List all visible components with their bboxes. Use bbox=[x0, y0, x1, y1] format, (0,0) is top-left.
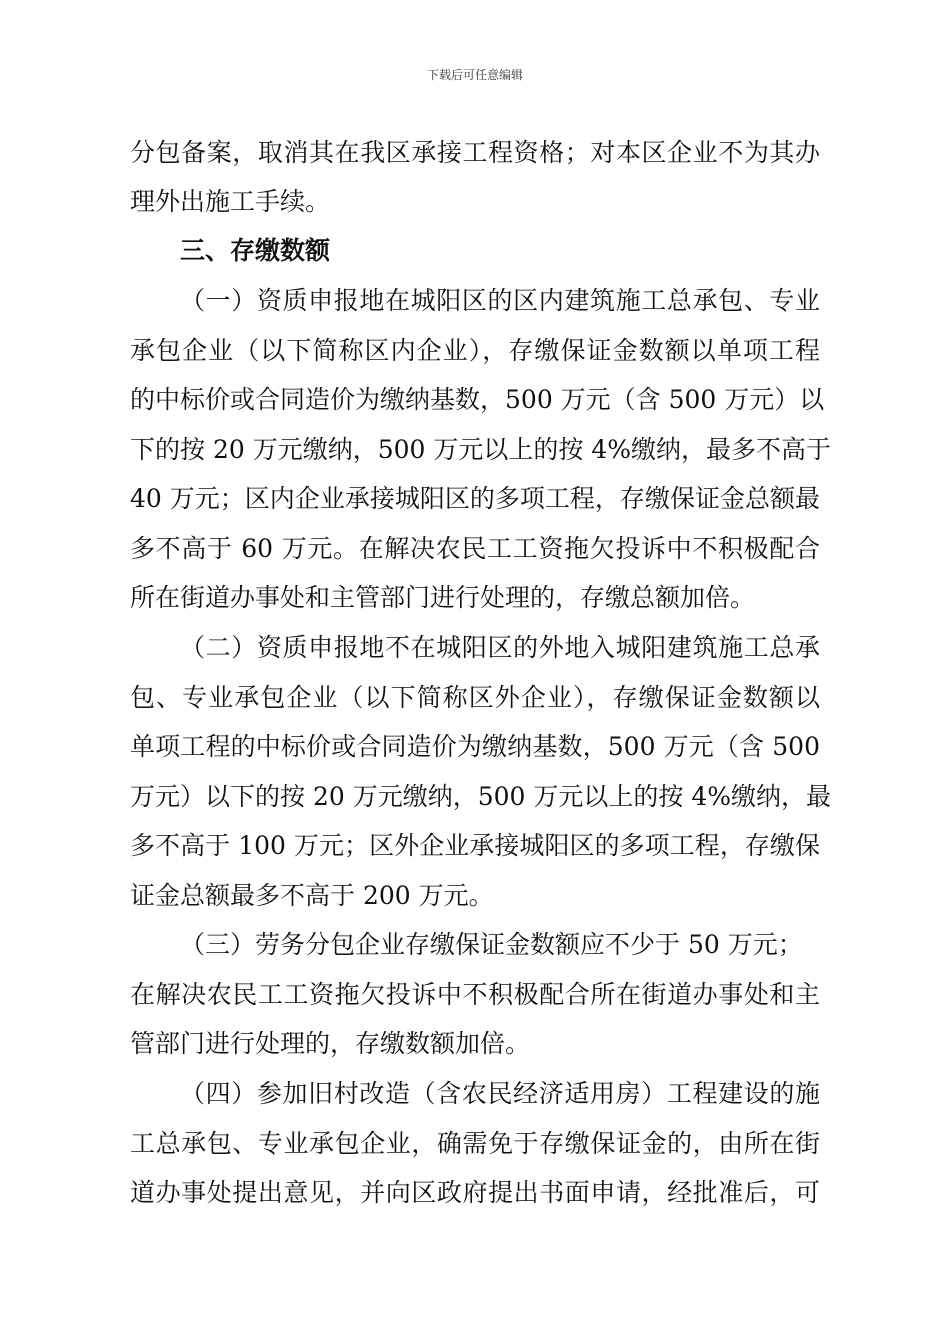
paragraph-line: 40 万元；区内企业承接城阳区的多项工程，存缴保证金总额最 bbox=[130, 484, 820, 513]
paragraph-line: 所在街道办事处和主管部门进行处理的，存缴总额加倍。 bbox=[130, 583, 756, 612]
paragraph-line: 管部门进行处理的，存缴数额加倍。 bbox=[130, 1029, 531, 1058]
paragraph-line: 包、专业承包企业（以下简称区外企业），存缴保证金数额以 bbox=[130, 683, 820, 712]
paragraph-line: （一）资质申报地在城阳区的区内建筑施工总承包、专业 bbox=[180, 286, 820, 315]
paragraph-line: 单项工程的中标价或合同造价为缴纳基数，500 万元（含 500 bbox=[130, 732, 820, 761]
paragraph-line: 道办事处提出意见，并向区政府提出书面申请，经批准后，可 bbox=[130, 1178, 820, 1207]
paragraph-line: 万元）以下的按 20 万元缴纳，500 万元以上的按 4%缴纳，最 bbox=[130, 782, 831, 811]
section-heading: 三、存缴数额 bbox=[180, 236, 331, 265]
paragraph-line: 多不高于 60 万元。在解决农民工工资拖欠投诉中不积极配合 bbox=[130, 534, 820, 563]
paragraph-line: （二）资质申报地不在城阳区的外地入城阳建筑施工总承 bbox=[180, 633, 820, 662]
paragraph-line: 在解决农民工工资拖欠投诉中不积极配合所在街道办事处和主 bbox=[130, 980, 820, 1009]
paragraph-line: （三）劳务分包企业存缴保证金数额应不少于 50 万元； bbox=[180, 930, 803, 959]
paragraph-line: 证金总额最多不高于 200 万元。 bbox=[130, 881, 494, 910]
paragraph-line: 理外出施工手续。 bbox=[130, 187, 331, 216]
page-header: 下载后可任意编辑 bbox=[426, 68, 523, 82]
paragraph-line: （四）参加旧村改造（含农民经济适用房）工程建设的施 bbox=[180, 1079, 820, 1108]
paragraph-line: 的中标价或合同造价为缴纳基数，500 万元（含 500 万元）以 bbox=[130, 385, 825, 414]
paragraph-line: 工总承包、专业承包企业，确需免于存缴保证金的，由所在街 bbox=[130, 1129, 820, 1158]
paragraph-line: 下的按 20 万元缴纳，500 万元以上的按 4%缴纳，最多不高于 bbox=[130, 435, 831, 464]
paragraph-line: 多不高于 100 万元；区外企业承接城阳区的多项工程，存缴保 bbox=[130, 831, 820, 860]
paragraph-line: 分包备案，取消其在我区承接工程资格；对本区企业不为其办 bbox=[130, 138, 820, 167]
paragraph-line: 承包企业（以下简称区内企业），存缴保证金数额以单项工程 bbox=[130, 336, 820, 365]
